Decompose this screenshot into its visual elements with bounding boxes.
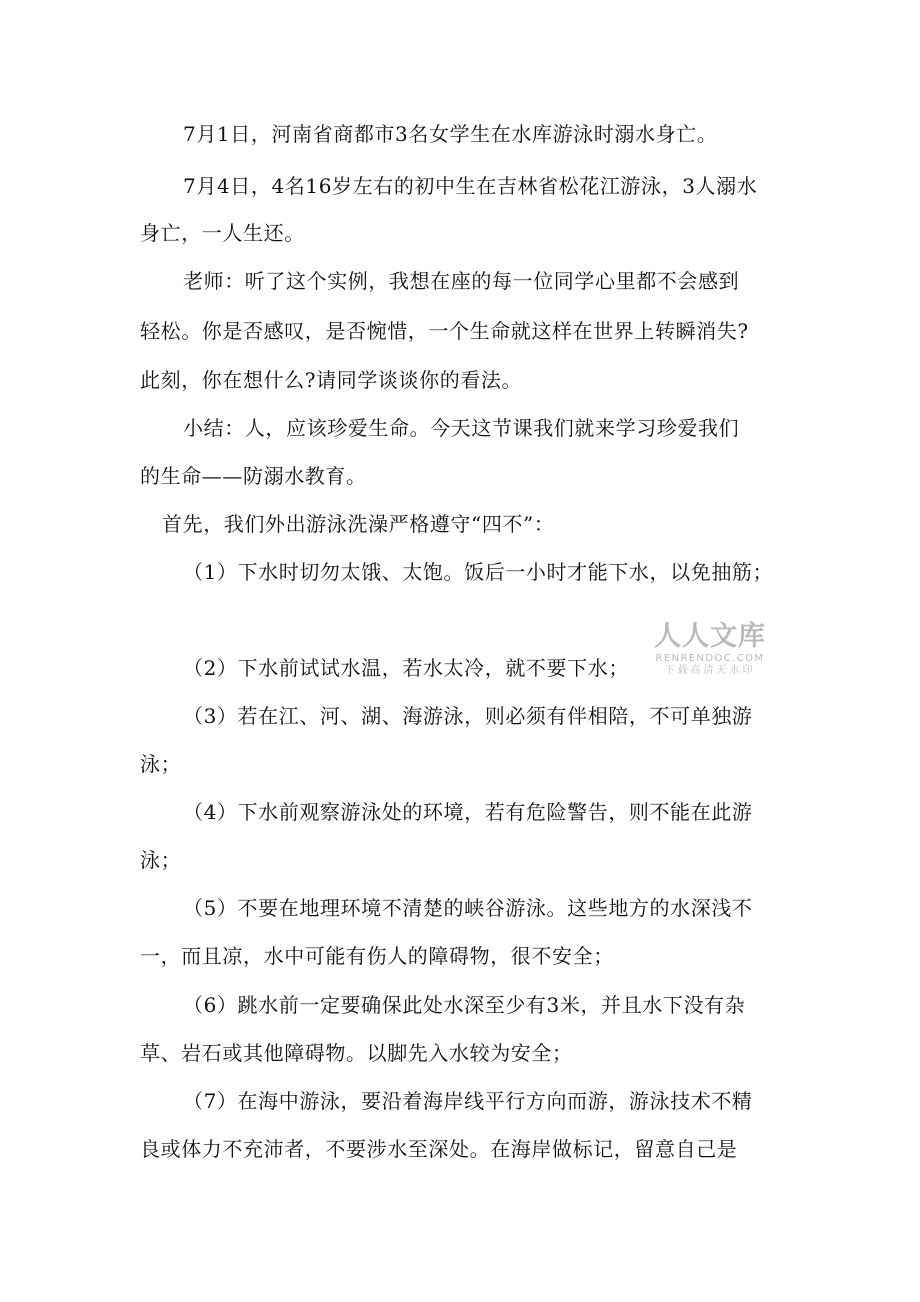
- text-line-rule-5: （5）不要在地理环境不清楚的峡谷游泳。这些地方的水深浅不: [183, 896, 753, 920]
- text-line-rule-6-cont: 草、岩石或其他障碍物。以脚先入水较为安全；: [140, 1041, 573, 1065]
- watermark: [648, 622, 772, 677]
- text-line-rule-7: （7）在海中游泳，要沿着海岸线平行方向而游，游泳技术不精: [183, 1089, 753, 1113]
- text-line-date-4: 7月4日，4名16岁左右的初中生在吉林省松花江游泳，3人溺水: [183, 174, 758, 198]
- text-line-rules-intro: 首先，我们外出游泳洗澡严格遵守“四不”：: [162, 512, 555, 536]
- text-line-summary-cont: 的生命——防溺水教育。: [140, 464, 367, 488]
- text-line-rule-4: （4）下水前观察游泳处的环境，若有危险警告，则不能在此游: [183, 800, 753, 824]
- watermark-site: RENRENDOC.COM: [655, 653, 765, 664]
- text-line-rule-3: （3）若在江、河、湖、海游泳，则必须有伴相陪，不可单独游: [183, 704, 753, 728]
- text-line-rule-1: （1）下水时切勿太饿、太饱。饭后一小时才能下水，以免抽筋；: [183, 560, 774, 584]
- watermark-slogan: 下载高清无水印: [664, 665, 756, 676]
- text-line-teacher-cont-2: 此刻，你在想什么?请同学谈谈你的看法。: [140, 368, 523, 392]
- text-line-summary: 小结：人，应该珍爱生命。今天这节课我们就来学习珍爱我们: [183, 416, 740, 440]
- text-line-teacher-cont-1: 轻松。你是否感叹，是否惋惜，一个生命就这样在世界上转瞬消失?: [140, 319, 749, 343]
- text-line-rule-3-cont: 泳；: [140, 752, 182, 776]
- text-line-rule-2: （2）下水前试试水温，若水太冷，就不要下水；: [183, 656, 629, 680]
- text-line-rule-4-cont: 泳；: [140, 848, 182, 872]
- text-line-date-1: 7月1日，河南省商都市3名女学生在水库游泳时溺水身亡。: [183, 122, 718, 146]
- text-line-date-4-cont: 身亡，一人生还。: [140, 221, 305, 245]
- text-line-rule-6: （6）跳水前一定要确保此处水深至少有3米，并且水下没有杂: [183, 993, 746, 1017]
- watermark-title: 人人文库: [654, 621, 766, 652]
- text-line-rule-7-cont: 良或体力不充沛者，不要涉水至深处。在海岸做标记，留意自己是: [140, 1137, 738, 1161]
- text-line-rule-5-cont: 一，而且凉，水中可能有伤人的障碍物，很不安全；: [140, 944, 614, 968]
- text-line-teacher: 老师：听了这个实例，我想在座的每一位同学心里都不会感到: [183, 269, 740, 293]
